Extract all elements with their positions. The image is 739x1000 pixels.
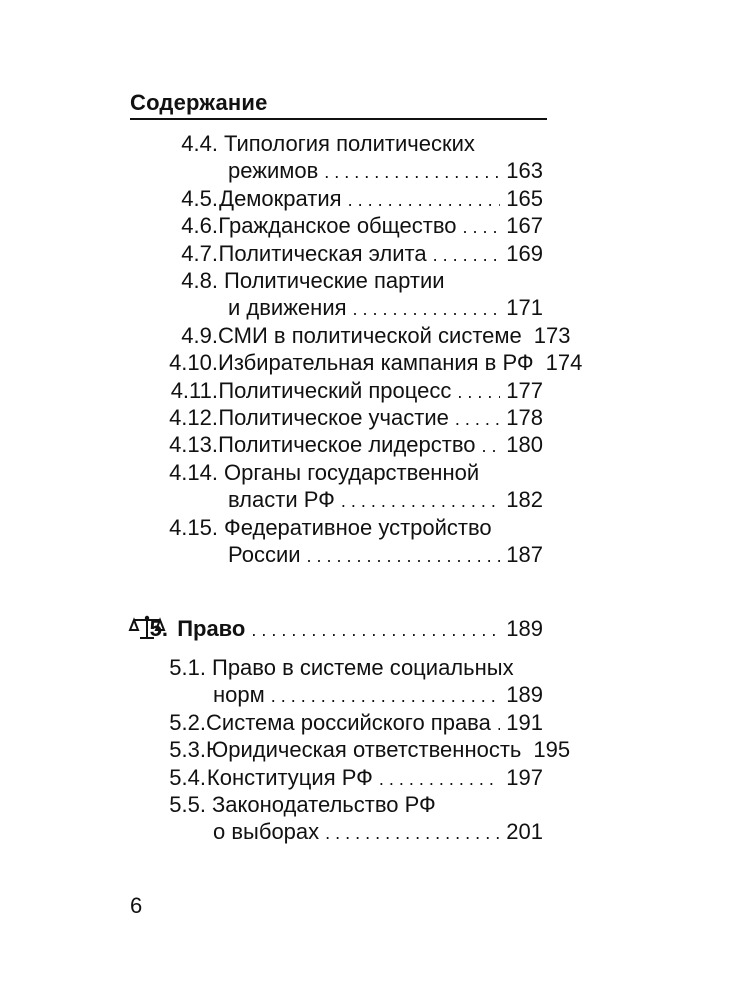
entry-number: 5. (149, 616, 168, 641)
entry-title: Органы государственной (224, 459, 480, 485)
entry-title: Типология политических (224, 131, 475, 156)
toc-entry-line[interactable] (158, 404, 543, 432)
entry-number: 4.7. (181, 240, 218, 266)
entry-page-number: 195 (533, 737, 571, 763)
entry-title: режимов (228, 158, 319, 184)
dot-leader (379, 765, 500, 793)
header-title: Содержание (130, 90, 268, 115)
entry-title: Политическое лидерство (218, 432, 476, 458)
entry-title: СМИ в политической системе (218, 322, 522, 348)
entry-number: 4.15. (169, 514, 218, 540)
toc-entry-line[interactable] (213, 818, 543, 846)
entry-number: 5.1. (169, 655, 206, 680)
toc-entry-line[interactable] (158, 212, 543, 240)
section-title: Право (177, 616, 246, 641)
toc-entry-line[interactable] (158, 130, 475, 158)
entry-page-number: 177 (506, 377, 543, 403)
dot-leader (463, 213, 501, 241)
entry-page-number: 197 (506, 764, 543, 790)
entry-number: 4.4. (181, 131, 218, 156)
dot-leader (482, 432, 501, 460)
toc-entry-line[interactable] (158, 349, 583, 377)
entry-number: 4.13. (169, 432, 218, 458)
entry-title: Система российского права (206, 709, 491, 735)
dot-leader (324, 158, 500, 186)
entry-number: 4.8. (181, 268, 218, 293)
entry-title: Политические партии (224, 268, 445, 293)
entry-title: Политический процесс (218, 377, 452, 403)
entry-page-number: 173 (533, 322, 571, 348)
entry-page-number: 182 (506, 487, 543, 513)
toc-entry-line[interactable] (228, 541, 543, 569)
entry-number: 4.9. (181, 322, 218, 348)
entry-number: 5.3. (169, 737, 206, 763)
entry-page-number: 169 (506, 240, 543, 266)
dot-leader (271, 682, 501, 710)
toc-entry-line[interactable] (158, 377, 543, 405)
entry-page-number: 165 (506, 185, 543, 211)
entry-title: Гражданское общество (218, 213, 457, 239)
entry-number: 4.5. (181, 185, 218, 211)
entry-title: и движения (228, 295, 347, 321)
entry-page-number: 180 (506, 432, 543, 458)
entry-page-number: 171 (506, 295, 543, 321)
dot-leader (251, 616, 500, 644)
entry-title: Федеративное устройство (224, 514, 492, 540)
toc-entry-line[interactable] (158, 240, 543, 268)
dot-leader (348, 186, 501, 214)
entry-number: 4.11. (170, 377, 218, 403)
toc-entry-line[interactable] (228, 486, 543, 514)
entry-title: Демократия (219, 185, 342, 211)
entry-title: власти РФ (228, 487, 335, 513)
toc-entry-line[interactable] (158, 267, 445, 295)
entry-title: Политическое участие (218, 405, 449, 430)
page-number: 6 (130, 893, 143, 918)
dot-leader (497, 710, 500, 738)
toc-entry-line[interactable] (146, 764, 543, 792)
entry-number: 4.6. (181, 213, 218, 239)
entry-number: 5.2. (169, 709, 206, 735)
entry-page-number: 201 (506, 819, 543, 845)
entry-number: 4.10. (169, 350, 218, 376)
entry-title: Политическая элита (218, 240, 427, 266)
entry-title: России (228, 542, 301, 567)
entry-page-number: 189 (506, 682, 543, 708)
toc-entry-line[interactable] (146, 791, 436, 819)
entry-page-number: 167 (506, 213, 543, 239)
entry-title: Конституция РФ (206, 764, 373, 790)
toc-entry-line[interactable] (213, 681, 543, 709)
toc-entry-line[interactable] (146, 736, 571, 764)
dot-leader (433, 241, 501, 269)
entry-number: 4.14. (169, 459, 218, 485)
toc-entry-line[interactable] (158, 514, 492, 542)
running-header (130, 90, 547, 120)
entry-title: Право в системе социальных (212, 655, 514, 680)
entry-page-number: 174 (545, 350, 583, 376)
entry-title: норм (213, 682, 265, 708)
toc-entry-line[interactable] (228, 157, 543, 185)
dot-leader (455, 405, 500, 433)
entry-page-number: 163 (506, 158, 543, 184)
entry-number: 5.5. (169, 792, 206, 817)
toc-entry-line[interactable] (158, 431, 543, 459)
entry-page-number: 189 (506, 616, 543, 641)
toc-entry-line[interactable] (158, 185, 543, 213)
dot-leader (457, 378, 500, 406)
entry-page-number: 187 (506, 542, 543, 567)
dot-leader (341, 487, 500, 515)
section-heading[interactable] (108, 615, 543, 643)
entry-page-number: 191 (506, 709, 543, 735)
scales-of-justice-icon (128, 615, 166, 641)
entry-title: Законодательство РФ (212, 792, 436, 817)
toc-entry-line[interactable] (228, 294, 543, 322)
toc-entry-line[interactable] (158, 459, 479, 487)
dot-leader (353, 295, 501, 323)
dot-leader (307, 542, 501, 570)
entry-number: 4.12. (169, 405, 218, 430)
dot-leader (325, 819, 500, 847)
toc-entry-line[interactable] (146, 709, 543, 737)
entry-title: о выборах (213, 819, 320, 845)
entry-title: Юридическая ответственность (206, 737, 522, 763)
toc-entry-line[interactable] (146, 654, 514, 682)
toc-entry-line[interactable] (158, 322, 571, 350)
entry-number: 5.4. (169, 764, 206, 790)
entry-title: Избирательная кампания в РФ (218, 350, 534, 376)
entry-page-number: 178 (506, 405, 543, 430)
